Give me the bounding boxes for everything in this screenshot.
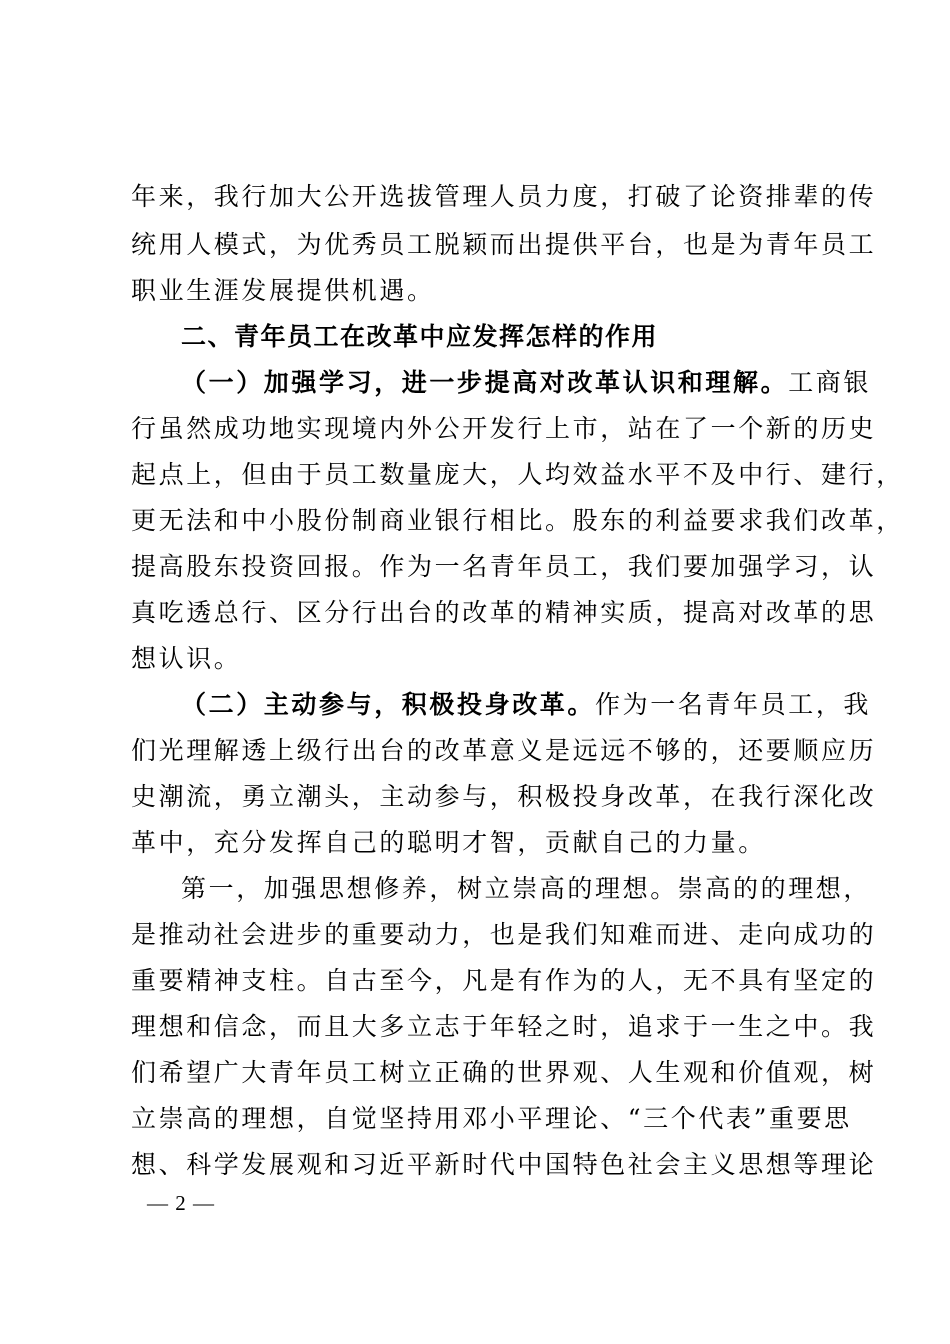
paragraph-line: 年来，我行加大公开选拔管理人员力度，打破了论资排辈的传 <box>131 182 877 211</box>
paragraph-line: 想认识。 <box>131 644 242 673</box>
subsection-text: 作为一名青年员工，我 <box>595 690 872 719</box>
paragraph-line: 更无法和中小股份制商业银行相比。股东的利益要求我们改革， <box>131 506 904 535</box>
paragraph-line: 统用人模式，为优秀员工脱颖而出提供平台，也是为青年员工 <box>131 230 877 259</box>
paragraph-line: 行虽然成功地实现境内外公开发行上市，站在了一个新的历史 <box>131 414 877 443</box>
paragraph-line: 起点上，但由于员工数量庞大，人均效益水平不及中行、建行， <box>131 460 904 489</box>
page-number: — 2 — <box>147 1191 215 1215</box>
subsection-title: （二）主动参与，积极投身改革。 <box>181 690 596 719</box>
subsection-first-line <box>181 690 871 720</box>
paragraph-line: 革中，充分发挥自己的聪明才智，贡献自己的力量。 <box>131 828 766 857</box>
subsection-first-line <box>181 368 871 398</box>
paragraph-line: 真吃透总行、区分行出台的改革的精神实质，提高对改革的思 <box>131 598 877 627</box>
paragraph-line: 们光理解透上级行出台的改革意义是远远不够的，还要顺应历 <box>131 736 877 765</box>
paragraph-line: 理想和信念，而且大多立志于年轻之时，追求于一生之中。我 <box>131 1012 877 1041</box>
subsection-text: 工商银 <box>788 368 872 397</box>
paragraph-line: 想、科学发展观和习近平新时代中国特色社会主义思想等理论 <box>131 1150 877 1179</box>
subsection-title: （一）加强学习，进一步提高对改革认识和理解。 <box>181 368 789 397</box>
paragraph-line: 提高股东投资回报。作为一名青年员工，我们要加强学习，认 <box>131 552 877 581</box>
paragraph-line: 立崇高的理想，自觉坚持用邓小平理论、“三个代表”重要思 <box>131 1104 852 1133</box>
section-heading: 二、青年员工在改革中应发挥怎样的作用 <box>181 322 659 351</box>
paragraph-line: 史潮流，勇立潮头，主动参与，积极投身改革，在我行深化改 <box>131 782 877 811</box>
paragraph-line: 职业生涯发展提供机遇。 <box>131 276 435 305</box>
paragraph-line: 是推动社会进步的重要动力，也是我们知难而进、走向成功的 <box>131 920 877 949</box>
paragraph-line: 们希望广大青年员工树立正确的世界观、人生观和价值观，树 <box>131 1058 877 1087</box>
paragraph-line: 重要精神支柱。自古至今，凡是有作为的人，无不具有坚定的 <box>131 966 877 995</box>
paragraph-first-line: 第一，加强思想修养，树立崇高的理想。崇高的的理想， <box>181 874 872 903</box>
